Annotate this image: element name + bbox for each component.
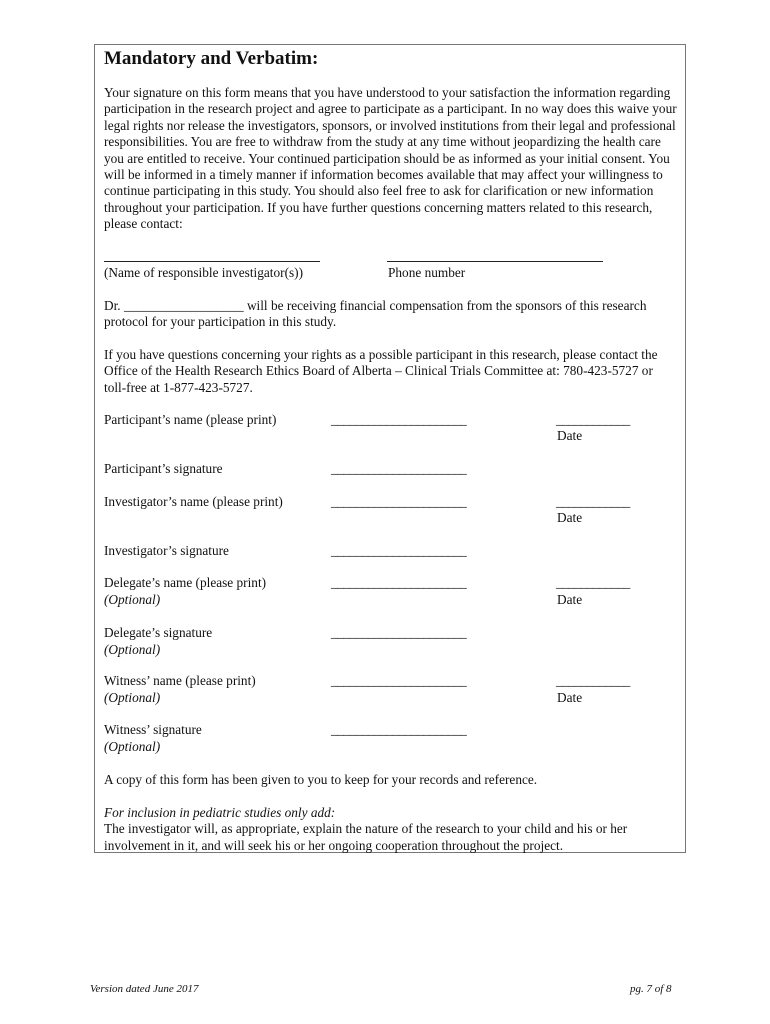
participant-name-label: Participant’s name (please print) [104,412,277,427]
rights-paragraph: If you have questions concerning your rights as a possible participant in this research, please contact the Office of the Health Research Ethics Board of Alberta – Clinical Trials Committee at: 780-423-5727 or toll-free at 1-877-423-5727. [104,347,658,395]
witness-name-label [104,673,256,706]
witness-date-label: Date [557,690,583,705]
participant-date-label: Date [557,428,583,443]
investigator-date-field[interactable]: ____________ [556,494,630,509]
investigator-signature-label: Investigator’s signature [104,543,229,558]
witness-name-text: Witness’ name (please print) [104,673,256,688]
witness-name-field[interactable]: ______________________ [331,673,467,688]
delegate-name-text: Delegate’s name (please print) [104,575,267,590]
optional-note: (Optional) [104,738,161,754]
witness-signature-text: Witness’ signature [104,722,202,737]
participant-name-field[interactable]: ______________________ [331,412,467,427]
page-number: pg. 7 of 8 [630,983,672,995]
investigator-caption: (Name of responsible investigator(s)) [104,265,304,280]
participant-date-field[interactable]: ____________ [556,412,630,427]
compensation-paragraph: Dr. __________________ will be receiving financial compensation from the sponsors of this research protocol for your participation in this study. [104,298,647,330]
witness-date-field[interactable]: ____________ [556,673,630,688]
delegate-signature-text: Delegate’s signature [104,625,213,640]
investigator-name-field[interactable]: ______________________ [331,494,467,509]
copy-note: A copy of this form has been given to you to keep for your records and reference. [104,772,538,787]
pediatric-note [104,805,678,854]
witness-signature-field[interactable]: ______________________ [331,722,467,737]
optional-note: (Optional) [104,591,161,607]
optional-note: (Optional) [104,689,161,705]
section-heading: Mandatory and Verbatim: [104,48,319,69]
investigator-date-label: Date [557,510,583,525]
delegate-name-label [104,575,266,608]
participant-signature-label: Participant’s signature [104,461,223,476]
delegate-date-label: Date [557,592,583,607]
phone-number-line[interactable] [387,261,603,262]
pediatric-text: The investigator will, as appropriate, explain the nature of the research to your child and his or her involvement in it, and will seek his or her ongoing cooperation throughout the project. [104,821,628,853]
optional-note: (Optional) [104,641,161,657]
version-footer: Version dated June 2017 [90,983,199,995]
delegate-signature-label [104,625,212,658]
delegate-date-field[interactable]: ____________ [556,575,630,590]
investigator-signature-field[interactable]: ______________________ [331,543,467,558]
pediatric-heading: For inclusion in pediatric studies only add: [104,805,336,820]
participant-signature-field[interactable]: ______________________ [331,461,467,476]
phone-caption: Phone number [388,265,466,280]
investigator-name-label: Investigator’s name (please print) [104,494,283,509]
delegate-signature-field[interactable]: ______________________ [331,625,467,640]
delegate-name-field[interactable]: ______________________ [331,575,467,590]
witness-signature-label [104,722,202,755]
consent-paragraph: Your signature on this form means that you have understood to your satisfaction the information regarding participation in the research project and agree to participate as a participant. In no way does this waive your legal rights nor release the investigators, sponsors, or involved institutions from their legal and professional responsibilities. You are free to withdraw from the study at any time without jeopardizing the health care you are entitled to receive. Your continued participation should be as informed as your initial consent. You will be informed in a timely manner if information becomes available that may affect your willingness to continue participating in this study. You should also feel free to ask for clarification or new information throughout your participation. If you have further questions concerning matters related to this research, please contact: [104,85,677,232]
investigator-name-line[interactable] [104,261,320,262]
